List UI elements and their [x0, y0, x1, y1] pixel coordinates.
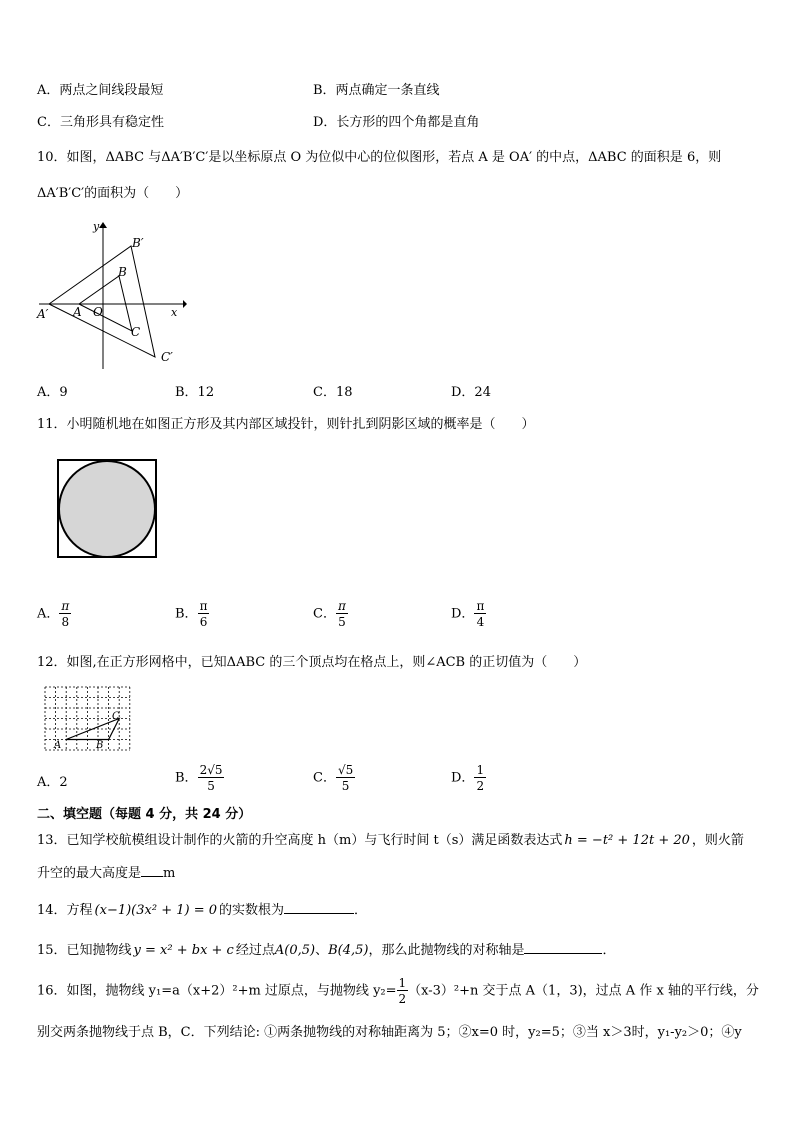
q15-end: ． — [602, 943, 616, 958]
q13-formula: h = −t² + 12t + 20 — [564, 833, 690, 848]
q11-option-c-label: C． — [313, 606, 336, 622]
q11-option-c-fraction: $\frac{\pi}{5}$ — [337, 599, 346, 629]
q15-line — [37, 942, 616, 957]
q12-option-a — [37, 776, 68, 789]
q12-option-b-label: B． — [175, 770, 198, 786]
triangle-apbpcp — [49, 246, 155, 357]
q12-option-a-value: 2 — [59, 775, 68, 790]
q12-option-c-fraction: $\frac{√5}{5}$ — [337, 763, 354, 793]
q11-option-d-label: D． — [451, 606, 475, 622]
q9-option-b: B．两点确定一条直线 — [313, 83, 440, 98]
q14-text-b: 的实数根为 — [219, 903, 285, 918]
q13-text-b: ，则火箭 — [691, 833, 744, 848]
label-o: O — [93, 305, 103, 319]
label-x: x — [171, 306, 178, 319]
q15-answer-blank[interactable] — [524, 942, 602, 954]
q11-option-d — [451, 600, 486, 628]
q12-option-c-label: C． — [313, 770, 336, 786]
q9-option-d: D．长方形的四个角都是直角 — [313, 115, 480, 130]
q11-option-a-label: A． — [37, 606, 60, 622]
label-y: y — [93, 220, 100, 233]
q15-text-c: ，那么此抛物线的对称轴是 — [368, 943, 525, 958]
q10-option-d: D．24 — [451, 385, 491, 400]
label-b: B — [118, 265, 127, 279]
label-c: C — [112, 711, 120, 722]
q11-option-a — [37, 600, 71, 628]
q10-text-line1: 10．如图，ΔABC 与ΔA′B′C′是以坐标原点 O 为位似中心的位似图形，若点 A 是 OA′ 的中点，ΔABC 的面积是 6，则 — [37, 150, 722, 165]
q12-figure — [44, 686, 134, 758]
q13-unit: m — [163, 866, 176, 881]
label-c: C — [131, 325, 141, 339]
q11-option-b-label: B． — [175, 606, 198, 622]
q12-option-a-label: A． — [37, 775, 60, 790]
q13-text-a: 13．已知学校航模组设计制作的火箭的升空高度 h（m）与飞行时间 t（s）满足函数表达式 — [37, 833, 563, 848]
q15-point-a: A(0,5) — [274, 943, 316, 958]
q14-end: ． — [354, 903, 368, 918]
q12-option-d-label: D． — [451, 770, 475, 786]
label-b-prime: B′ — [132, 236, 144, 250]
q16-fraction: $\frac{1}{2}$ — [398, 976, 407, 1006]
q15-text-a: 15．已知抛物线 — [37, 943, 132, 958]
q11-option-a-fraction: $\frac{\pi}{8}$ — [61, 599, 70, 629]
x-axis-arrow — [183, 300, 187, 308]
label-a: A — [73, 305, 82, 319]
q13-line1 — [37, 834, 744, 847]
q16-text-a: 16．如图，抛物线 y₁=a（x+2）²+m 过原点，与抛物线 y₂= — [37, 983, 397, 999]
q15-formula: y = x² + bx + c — [133, 943, 234, 958]
q12-text: 12．如图,在正方形网格中，已知ΔABC 的三个顶点均在格点上，则∠ACB 的正切值为（ ） — [37, 655, 587, 670]
q12-option-b-fraction: $\frac{2√5}{5}$ — [199, 763, 223, 793]
q15-text-b: 经过点 — [235, 943, 275, 958]
q10-option-c: C．18 — [313, 385, 353, 400]
q14-formula: (x−1)(3x² + 1) = 0 — [94, 903, 217, 918]
section-heading: 二、填空题（每题 4 分，共 24 分） — [37, 807, 252, 822]
q13-text-c: 升空的最大高度是 — [37, 866, 142, 881]
q14-text-a: 14．方程 — [37, 903, 93, 918]
q9-option-a: A．两点之间线段最短 — [37, 83, 164, 98]
label-a-prime: A′ — [37, 307, 49, 321]
q11-option-c — [313, 600, 348, 628]
q11-text: 11．小明随机地在如图正方形及其内部区域投针，则针扎到阴影区域的概率是（ ） — [37, 417, 535, 432]
q11-option-d-fraction: $\frac{\pi}{4}$ — [476, 599, 485, 629]
q9-option-c: C．三角形具有稳定性 — [37, 115, 164, 130]
q12-option-d — [451, 764, 486, 792]
q15-point-b: B(4,5) — [328, 943, 369, 958]
q14-answer-blank[interactable] — [284, 902, 354, 914]
q13-line2 — [37, 865, 175, 880]
q15-sep: 、 — [315, 943, 329, 958]
q12-option-c — [313, 764, 355, 792]
q10-text-line2: ΔA′B′C′的面积为（ ） — [37, 186, 189, 201]
q10-option-a: A．9 — [37, 385, 68, 400]
q10-figure — [35, 214, 195, 374]
q11-figure — [56, 458, 160, 560]
q10-option-b: B．12 — [175, 385, 215, 400]
q16-line1 — [37, 977, 759, 1005]
label-b: B — [96, 740, 104, 751]
q12-option-b — [175, 764, 224, 792]
q11-option-b-fraction: $\frac{\pi}{6}$ — [199, 599, 208, 629]
q13-answer-blank[interactable] — [141, 865, 163, 877]
q11-option-b — [175, 600, 209, 628]
q12-option-d-fraction: $\frac{1}{2}$ — [476, 763, 485, 793]
q16-line2: 别交两条抛物线于点 B，C．下列结论: ①两条抛物线的对称轴距离为 5；②x=0 时，y₂=5；③当 x＞3时，y₁-y₂＞0；④y — [37, 1025, 742, 1040]
shaded-circle — [59, 461, 155, 557]
q14-line — [37, 902, 367, 917]
label-a: A — [54, 740, 62, 751]
label-c-prime: C′ — [161, 350, 173, 364]
y-axis-arrow — [99, 222, 107, 228]
q16-text-b: （x-3）²+n 交于点 A（1，3)，过点 A 作 x 轴的平行线，分 — [408, 983, 759, 999]
